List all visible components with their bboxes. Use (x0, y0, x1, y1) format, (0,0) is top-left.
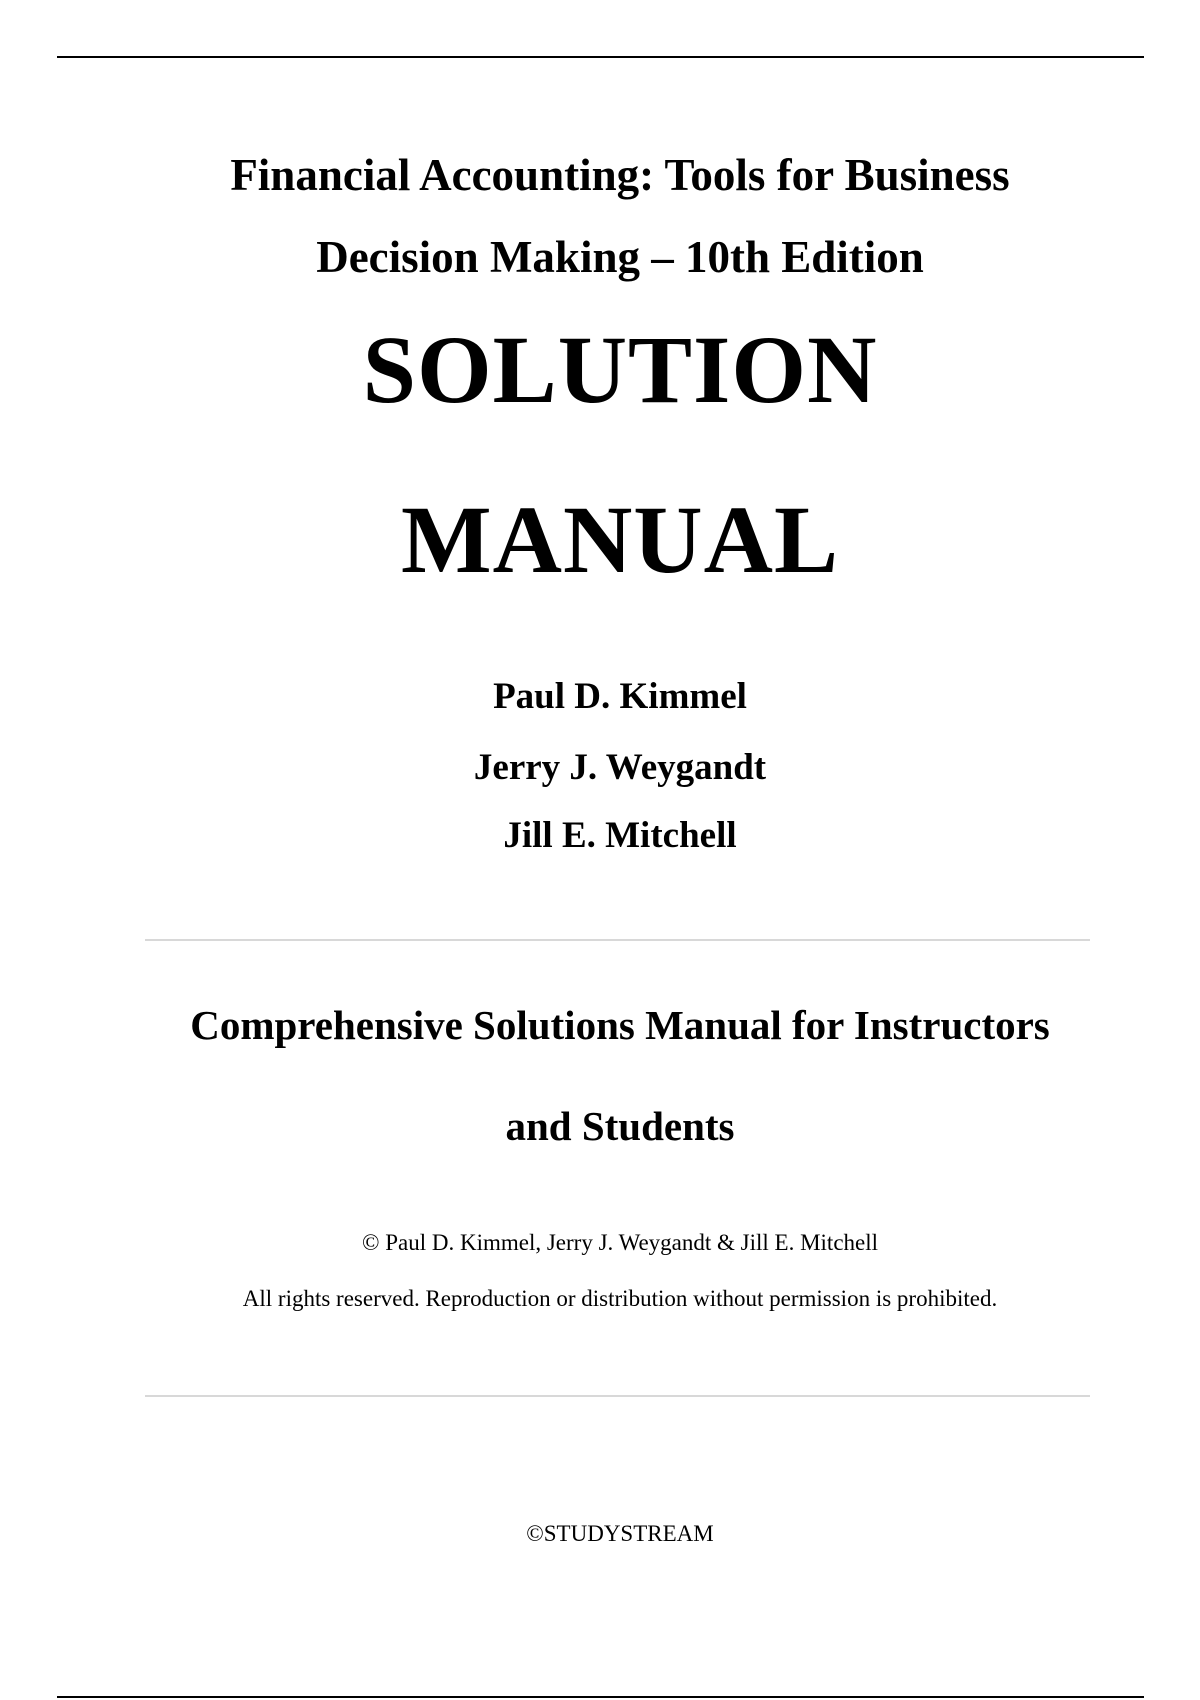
section-divider (145, 1395, 1090, 1397)
author-name: Jerry J. Weygandt (473, 747, 767, 788)
book-title-line-2: Decision Making – 10th Edition (316, 232, 924, 282)
bottom-rule (57, 1696, 1144, 1698)
rights-notice: All rights reserved. Reproduction or distribution without permission is prohibited. (242, 1286, 998, 1311)
brand-watermark: ©STUDYSTREAM (526, 1521, 714, 1546)
author-name: Paul D. Kimmel (493, 676, 747, 717)
subtitle-line-2: and Students (505, 1103, 735, 1149)
heading-manual: MANUAL (401, 486, 839, 593)
top-rule (57, 56, 1144, 58)
author-name: Jill E. Mitchell (503, 815, 737, 856)
subtitle-line-1: Comprehensive Solutions Manual for Instructors (190, 1002, 1050, 1048)
section-divider (145, 939, 1090, 941)
heading-solution: SOLUTION (362, 316, 878, 423)
book-title-line-1: Financial Accounting: Tools for Business (230, 150, 1010, 200)
copyright-notice: © Paul D. Kimmel, Jerry J. Weygandt & Jill E. Mitchell (361, 1230, 879, 1255)
